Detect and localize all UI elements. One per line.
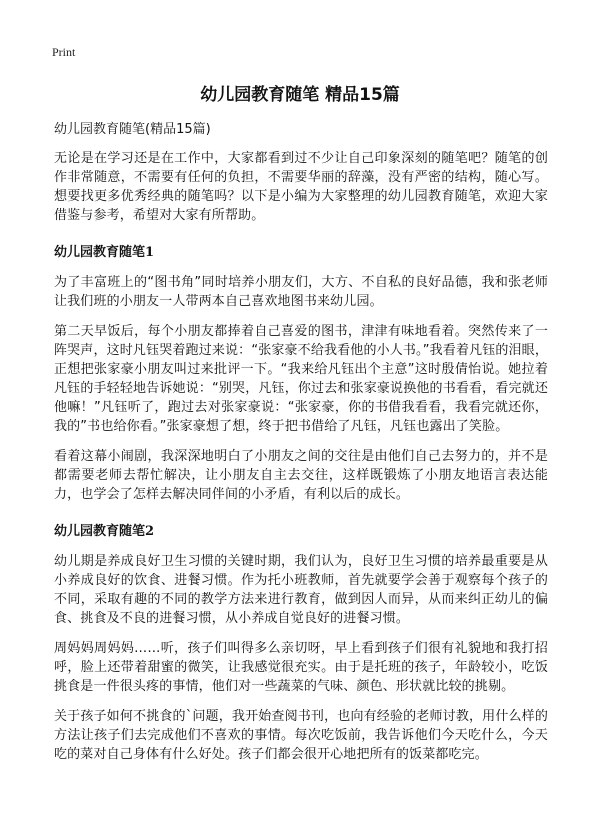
- section-1-paragraph-2: 第二天早饭后，每个小朋友都捧着自己喜爱的图书，津津有味地看着。突然传来了一阵哭声，这时凡钰哭着跑过来说：“张家豪不给我看他的小人书。”我看着凡钰的泪眼，正想把张家豪小朋友叫过来批评一下。“我来给凡钰出个主意”这时殷倩怡说。她拉着凡钰的手轻轻地告诉她说：“别哭，凡钰，你过去和张家豪说换他的书看看，看完就还他嘛！”凡钰听了，跑过去对张家豪说：“张家豪，你的书借我看看，我看完就还你，我的”书也给你看。”张家豪想了想，终于把书借给了凡钰，凡钰也露出了笑脸。: [54, 324, 548, 434]
- section-1-paragraph-3: 看着这幕小闹剧，我深深地明白了小朋友之间的交往是由他们自己去努力的，并不是都需要老师去帮忙解决，让小朋友自主去交往，这样既锻炼了小朋友地语言表达能力，也学会了怎样去解决同伴间的小矛盾，有利以后的成长。: [54, 449, 548, 502]
- document-subtitle: 幼儿园教育随笔(精品15篇): [54, 122, 211, 137]
- intro-paragraph: 无论是在学习还是在工作中，大家都看到过不少让自己印象深刻的随笔吧？随笔的创作非常随意，不需要有任何的负担，不需要华丽的辞藻，没有严密的结构，随心写。想要找更多优秀经典的随笔吗？以下是小编为大家整理的幼儿园教育随笔，欢迎大家借鉴与参考，希望对大家有所帮助。: [54, 151, 548, 223]
- section-heading-2: 幼儿园教育随笔2: [54, 524, 155, 539]
- section-1-paragraph-1: 为了丰富班上的“图书角”同时培养小朋友们，大方、不自私的良好品德，我和张老师让我们班的小朋友一人带两本自己喜欢地图书来幼儿园。: [54, 275, 548, 309]
- section-2-paragraph-3: 关于孩子如何不挑食的`问题，我开始查阅书刊，也向有经验的老师讨教，用什么样的方法让孩子们去完成他们不喜欢的事情。每次吃饭前，我告诉他们今天吃什么，今天吃的菜对自己身体有什么好处。孩子们都会很开心地把所有的饭菜都吃完。: [54, 709, 548, 762]
- section-2-paragraph-2: 周妈妈周妈妈……听，孩子们叫得多么亲切呀，早上看到孩子们很有礼貌地和我打招呼，脸上还带着甜蜜的微笑，让我感觉很充实。由于是托班的孩子，年龄较小，吃饭挑食是一件很头疼的事情，他们对一些蔬菜的气味、颜色、形状就比较的挑剔。: [54, 641, 548, 694]
- section-2-paragraph-1: 幼儿期是养成良好卫生习惯的关键时期，我们认为，良好卫生习惯的培养最重要是从小养成良好的饮食、进餐习惯。作为托小班教师，首先就要学会善于观察每个孩子的不同，采取有趣的不同的教学方法来进行教育，做到因人而异，从而来纠正幼儿的偏食、挑食及不良的进餐习惯，从小养成自觉良好的进餐习惯。: [54, 554, 548, 626]
- print-label[interactable]: Print: [52, 45, 76, 59]
- document-title: 幼儿园教育随笔 精品15篇: [200, 85, 400, 105]
- section-heading-1: 幼儿园教育随笔1: [54, 245, 155, 260]
- document-body: [54, 118, 548, 775]
